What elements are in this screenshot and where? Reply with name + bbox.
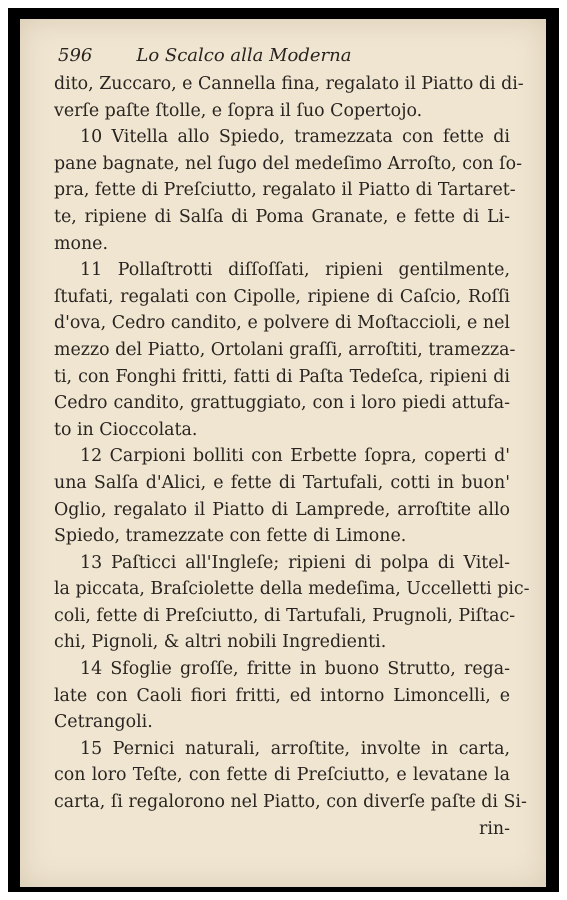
text-line: te, ripiene di Salſa di Poma Granate, e fette di Li- [54,206,510,227]
text-line: Cedro candito, grattuggiato, con i loro piedi attufa- [54,393,510,414]
text-line: con loro Teſte, con fette di Preſciutto, e levatane la [54,765,510,786]
running-title: Lo Scalco alla Moderna [136,45,352,66]
text-line: carta, ſi regalorono nel Piatto, con diverſe paſte di Si- [54,792,527,813]
text-line: mezzo del Piatto, Ortolani graſſi, arroſtiti, tramezza- [54,339,516,360]
text-line: pra, fette di Preſciutto, regalato il Piatto di Tartaret- [54,180,516,201]
text-line: la piccata, Braſciolette della medeſima, Uccelletti pic- [54,579,530,600]
text-line: coli, fette di Preſciutto, di Tartufali, Prugnoli, Piſtac- [54,605,516,626]
text-line: to in Cioccolata. [54,419,198,440]
text-line: 14 Sfoglie groſſe, fritte in buono Strutto, rega- [80,659,510,680]
text-line: ti, con Fonghi fritti, fatti di Paſta Tedeſca, ripieni di [54,366,510,387]
text-line: 11 Pollaſtrotti diſſoſſati, ripieni gentilmente, [80,260,510,281]
text-line: pane bagnate, nel ſugo del medeſimo Arroſto, con ſo- [54,153,522,174]
text-line: verſe paſte ſtolle, e ſopra il ſuo Copertojo. [54,100,423,121]
text-line: 15 Pernici naturali, arroſtite, involte in carta, [80,738,510,759]
catchword: rin- [479,818,510,839]
body-text [54,71,530,816]
text-line: d'ova, Cedro candito, e polvere di Moſtaccioli, e nel [54,313,510,334]
text-line: dito, Zuccaro, e Cannella fina, regalato il Piatto di di- [54,74,524,94]
text-line: late con Caoli fiori fritti, ed intorno Limoncelli, e [54,685,510,706]
text-line: chi, Pignoli, & altri nobili Ingredienti. [54,632,387,653]
text-line: ſtufati, regalati con Cipolle, ripiene di Caſcio, Roſſi [54,286,510,307]
text-line: 10 Vitella allo Spiedo, tramezzata con fette di [80,127,510,148]
page-text-block [54,45,530,842]
page-number: 596 [58,45,93,66]
page-header [54,45,510,71]
text-line: Oglio, regalato il Piatto di Lamprede, arroſtite allo [54,499,510,520]
text-line: mone. [54,233,108,254]
text-line: Cetrangoli. [54,712,153,733]
text-line: 12 Carpioni bolliti con Erbette ſopra, coperti d' [80,446,510,467]
text-line: 13 Paſticci all'Ingleſe; ripieni di polpa di Vitel- [80,552,510,573]
book-page [20,19,546,887]
text-line: Spiedo, tramezzate con fette di Limone. [54,526,407,547]
text-line: una Salſa d'Alici, e fette di Tartufali, cotti in buon' [54,472,510,493]
